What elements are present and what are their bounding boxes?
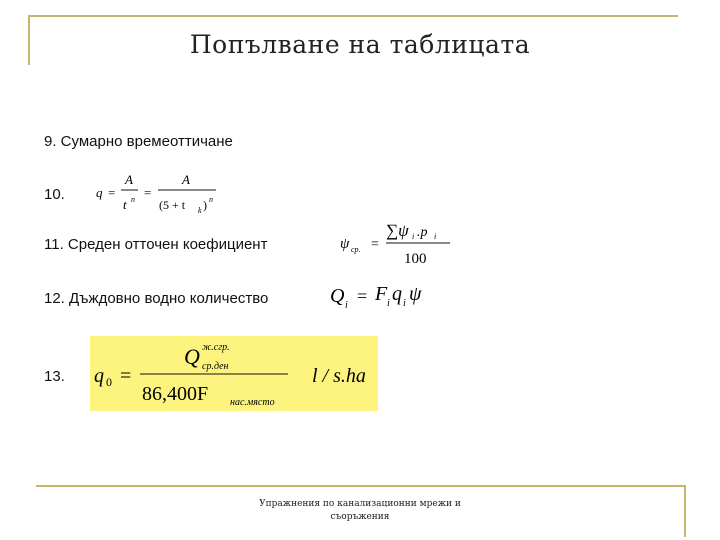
f12-rhs1: F <box>375 283 388 305</box>
f10-eq2: = <box>144 185 152 200</box>
formula-specific-flow <box>90 336 378 411</box>
f12-rhs2-sub: i <box>403 298 406 309</box>
f12-eq: = <box>357 286 368 306</box>
f12-lhs: Q <box>330 285 345 307</box>
f11-num-sub2: i <box>434 232 437 241</box>
formula-runoff-coefficient <box>338 212 458 270</box>
item-11-label: 11. Среден отточен коефициент <box>44 236 268 253</box>
f12-lhs-sub: i <box>345 300 348 311</box>
f11-num-mid: .p <box>417 225 428 240</box>
f10-den2-end: ) <box>203 198 207 212</box>
f13-num-sub: ср.ден <box>202 361 229 372</box>
f10-den1-sup: n <box>131 195 135 204</box>
f10-num1: A <box>125 172 133 187</box>
footer-line-2: съоръжения <box>330 512 390 522</box>
f13-num: Q <box>184 344 200 369</box>
f13-num-sup: ж.сгр. <box>202 342 230 353</box>
f13-unit: l / s.ha <box>312 365 366 387</box>
item-12-label: 12. Дъждовно водно количество <box>44 290 269 307</box>
item-10-label: 10. <box>44 186 65 203</box>
formula-rain-intensity <box>94 166 224 218</box>
f13-den: 86,400F <box>142 383 209 405</box>
f13-lhs-sub: 0 <box>106 375 112 389</box>
f11-lhs: ψ <box>340 236 350 252</box>
f11-eq: = <box>371 237 379 252</box>
f13-lhs: q <box>94 365 104 387</box>
formula-rain-water-quantity <box>328 278 438 314</box>
f10-lhs: q <box>96 185 103 200</box>
item-9-label: 9. Сумарно времеоттичане <box>44 133 233 150</box>
f11-lhs-sub: ср. <box>351 245 361 254</box>
f12-rhs1-sub: i <box>387 298 390 309</box>
f10-num2: A <box>182 172 190 187</box>
f11-num: ∑ψ <box>386 221 409 240</box>
frame-line-right <box>684 485 686 537</box>
footer-line-1: Упражнения по канализационни мрежи и <box>259 499 461 509</box>
footer <box>250 498 470 524</box>
f13-eq: = <box>120 365 132 387</box>
f13-den-sub: нас.място <box>230 397 275 408</box>
f10-eq1: = <box>108 185 116 200</box>
f10-den2-sub: k <box>198 206 202 215</box>
f10-den2: (5 + t <box>159 198 186 212</box>
f11-num-sub1: i <box>412 232 415 241</box>
f10-den2-sup: n <box>209 195 213 204</box>
item-13-label: 13. <box>44 368 65 385</box>
f12-rhs3: ψ <box>409 283 422 305</box>
f10-den1: t <box>123 197 127 212</box>
slide-title: Попълване на таблицата <box>189 30 531 59</box>
frame-line-bottom <box>36 485 686 487</box>
f11-den: 100 <box>404 251 427 267</box>
frame-line-top <box>28 15 678 17</box>
f12-rhs2: q <box>392 283 402 305</box>
